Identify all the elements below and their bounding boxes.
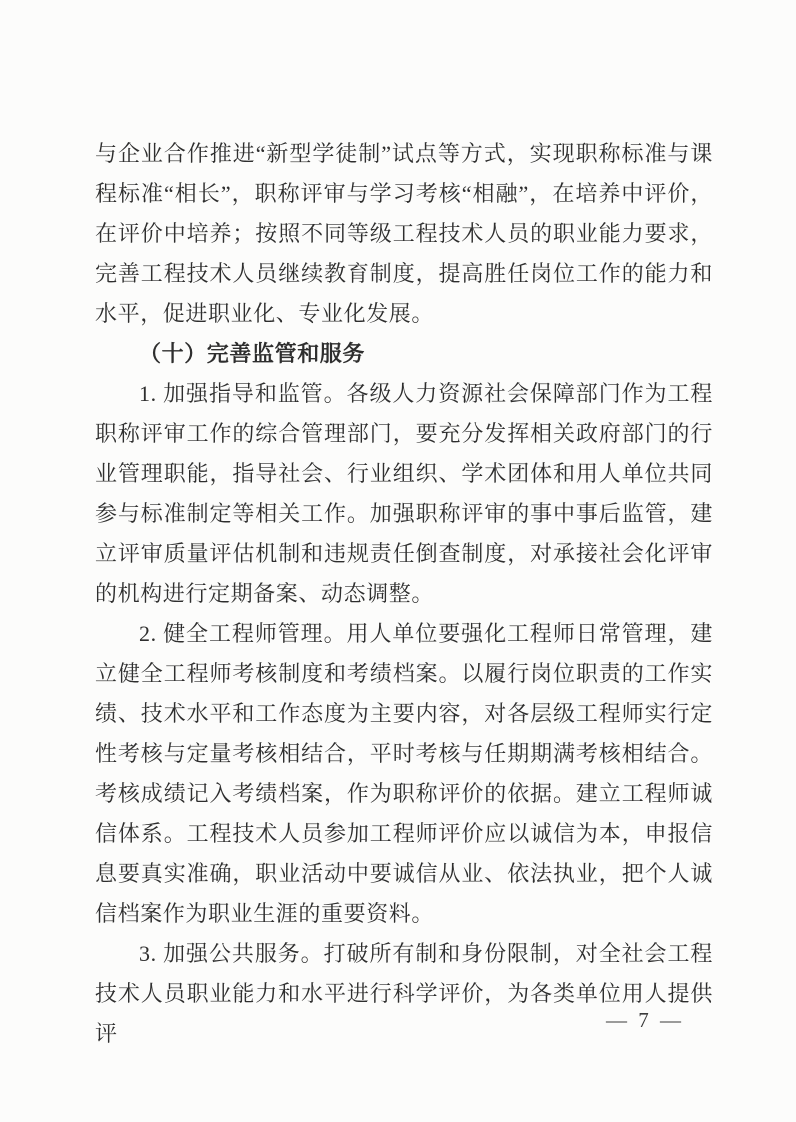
paragraph-item-2: 2. 健全工程师管理。用人单位要强化工程师日常管理，建立健全工程师考核制度和考绩档案。以履行岗位职责的工作实绩、技术水平和工作态度为主要内容，对各层级工程师实行定性考核与定量考核相结合，平时考核与任期期满考核相结合。考核成绩记入考绩档案，作为职称评价的依据。建立工程师诚信体系。工程技术人员参加工程师评价应以诚信为本，申报信息要真实准确，职业活动中要诚信从业、依法执业，把个人诚信档案作为职业生涯的重要资料。 xyxy=(95,621,713,926)
paragraph-item-1: 1. 加强指导和监管。各级人力资源社会保障部门作为工程职称评审工作的综合管理部门，要充分发挥相关政府部门的行业管理职能，指导社会、行业组织、学术团体和用人单位共同参与标准制定等相关工作。加强职称评审的事中事后监管，建立评审质量评估机制和违规责任倒查制度，对承接社会化评审的机构进行定期备案、动态调整。 xyxy=(95,381,713,606)
section-heading: （十）完善监管和服务 xyxy=(139,341,366,366)
paragraph-item-3: 3. 加强公共服务。打破所有制和身份限制，对全社会工程技术人员职业能力和水平进行科学评价，为各类单位用人提供评 xyxy=(95,941,713,1046)
page-number: — 7 — xyxy=(606,1008,684,1032)
document-text-block xyxy=(95,134,713,1054)
paragraph-continuation: 与企业合作推进“新型学徒制”试点等方式，实现职称标准与课程标准“相长”，职称评审与学习考核“相融”，在培养中评价，在评价中培养；按照不同等级工程技术人员的职业能力要求，完善工程技术人员继续教育制度，提高胜任岗位工作的能力和水平，促进职业化、专业化发展。 xyxy=(95,141,713,326)
